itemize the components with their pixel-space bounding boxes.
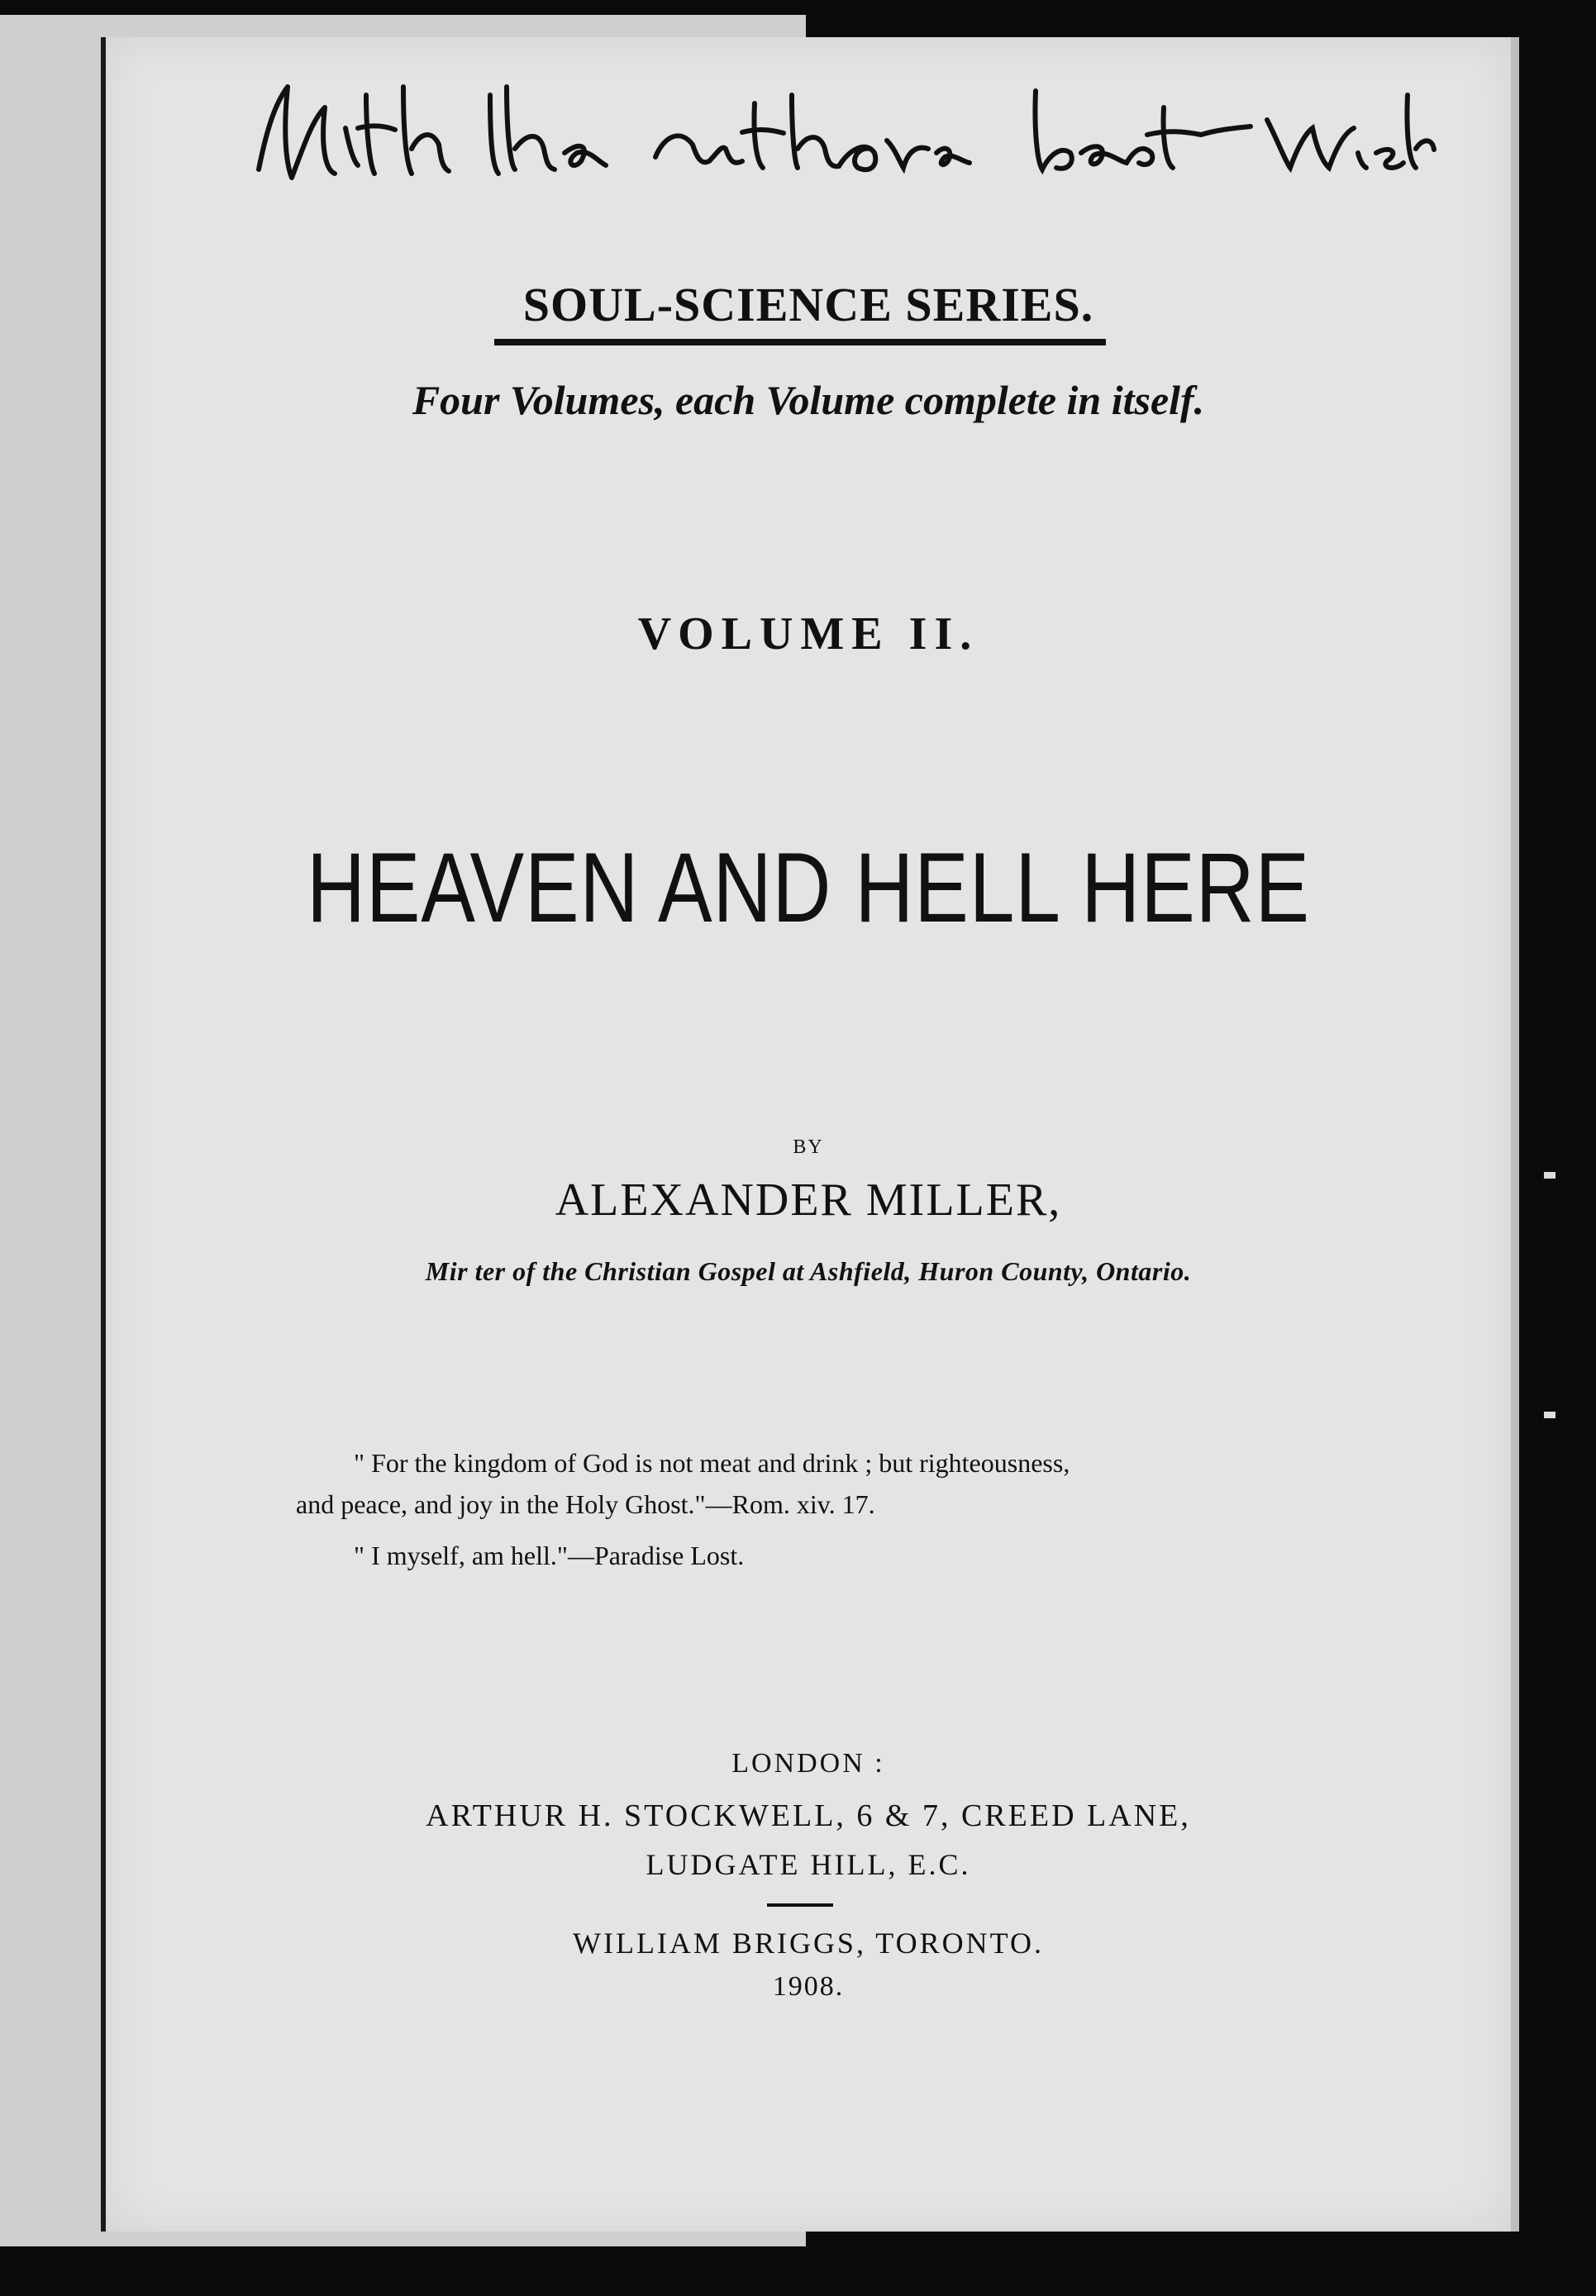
epigraph-line: " I myself, am hell."—Paradise Lost. <box>354 1541 745 1570</box>
author-description: Mir ter of the Christian Gospel at Ashfield, Huron County, Ontario. <box>425 1256 1192 1286</box>
handwritten-inscription <box>242 70 1441 202</box>
author-name: ALEXANDER MILLER, <box>555 1174 1062 1226</box>
scan-speck <box>1544 1412 1556 1418</box>
title-page <box>101 37 1511 2232</box>
imprint-address: LUDGATE HILL, E.C. <box>646 1848 971 1881</box>
imprint-city: LONDON : <box>731 1748 885 1779</box>
series-title-rule <box>494 339 1106 345</box>
book-title: HEAVEN AND HELL HERE <box>307 832 1310 943</box>
series-title: SOUL-SCIENCE SERIES. <box>522 278 1094 331</box>
series-subtitle: Four Volumes, each Volume complete in itself. <box>412 377 1205 423</box>
imprint-rule <box>767 1903 833 1907</box>
epigraph-line: " For the kingdom of God is not meat and drink ; but righteousness, <box>354 1448 1070 1478</box>
imprint-second-publisher: WILLIAM BRIGGS, TORONTO. <box>572 1927 1044 1960</box>
imprint-publisher: ARTHUR H. STOCKWELL, 6 & 7, CREED LANE, <box>426 1798 1191 1833</box>
page-right-edge <box>1511 37 1519 2232</box>
byline-by: BY <box>793 1136 824 1158</box>
volume-number: VOLUME II. <box>637 608 979 660</box>
epigraph-line: and peace, and joy in the Holy Ghost."—Rom. xiv. 17. <box>296 1489 875 1519</box>
scan-speck <box>1544 1172 1556 1179</box>
handwritten-inscription-graphic <box>242 70 1441 202</box>
imprint-year: 1908. <box>772 1971 845 2002</box>
epigraphs <box>296 1442 1387 1576</box>
